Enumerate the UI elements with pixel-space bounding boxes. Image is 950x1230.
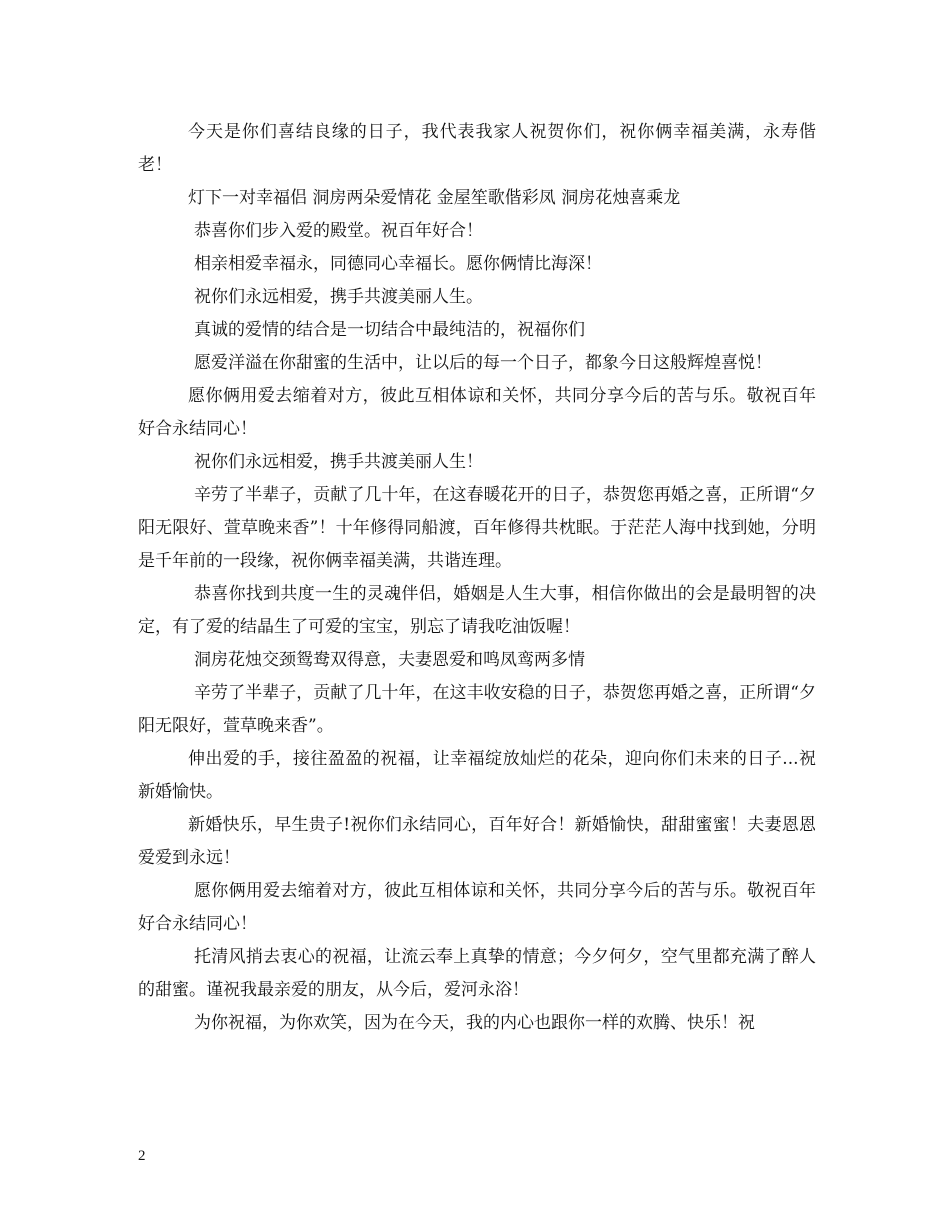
paragraph: 辛劳了半辈子，贡献了几十年，在这丰收安稳的日子，恭贺您再婚之喜，正所谓“夕阳无限好，萱草晚来香”。 xyxy=(138,683,816,736)
paragraph: 托清风捎去衷心的祝福，让流云奉上真挚的情意；今夕何夕，空气里都充满了醉人的甜蜜。谨祝我最亲爱的朋友，从今后，爱河永浴！ xyxy=(138,947,816,1000)
document-body xyxy=(138,116,816,1040)
paragraph: 辛劳了半辈子，贡献了几十年，在这春暖花开的日子，恭贺您再婚之喜，正所谓“夕阳无限好、萱草晚来香”！十年修得同船渡，百年修得共枕眠。于茫茫人海中找到她，分明是千年前的一段缘，祝你俩幸福美满，共谐连理。 xyxy=(138,485,816,571)
paragraph: 祝你们永远相爱，携手共渡美丽人生。 xyxy=(194,287,483,307)
paragraph: 愿你俩用爱去缩着对方，彼此互相体谅和关怀，共同分享今后的苦与乐。敬祝百年好合永结同心！ xyxy=(138,386,816,439)
paragraph: 愿你俩用爱去缩着对方，彼此互相体谅和关怀，共同分享今后的苦与乐。敬祝百年好合永结同心！ xyxy=(138,881,816,934)
paragraph: 恭喜你找到共度一生的灵魂伴侣，婚姻是人生大事，相信你做出的会是最明智的决定，有了爱的结晶生了可爱的宝宝，别忘了请我吃油饭喔！ xyxy=(138,584,816,637)
paragraph: 今天是你们喜结良缘的日子，我代表我家人祝贺你们，祝你俩幸福美满，永寿偕老！ xyxy=(138,122,816,175)
paragraph: 恭喜你们步入爱的殿堂。祝百年好合！ xyxy=(194,221,483,241)
paragraph: 祝你们永远相爱，携手共渡美丽人生！ xyxy=(194,452,483,472)
paragraph: 真诚的爱情的结合是一切结合中最纯洁的，祝福你们 xyxy=(194,320,585,340)
paragraph: 新婚快乐，早生贵子!祝你们永结同心，百年好合！新婚愉快，甜甜蜜蜜！夫妻恩恩爱爱到永远！ xyxy=(138,815,816,868)
paragraph: 灯下一对幸福侣 洞房两朵爱情花 金屋笙歌偕彩凤 洞房花烛喜乘龙 xyxy=(188,188,681,208)
paragraph: 相亲相爱幸福永，同德同心幸福长。愿你俩情比海深！ xyxy=(194,254,602,274)
paragraph: 愿爱洋溢在你甜蜜的生活中，让以后的每一个日子，都象今日这般辉煌喜悦！ xyxy=(194,353,772,373)
page-number: 2 xyxy=(138,1148,146,1164)
paragraph: 伸出爱的手，接往盈盈的祝福，让幸福绽放灿烂的花朵，迎向你们未来的日子...祝新婚愉快。 xyxy=(138,749,816,802)
paragraph: 洞房花烛交颈鸳鸯双得意，夫妻恩爱和鸣凤鸾两多情 xyxy=(194,650,585,670)
paragraph: 为你祝福，为你欢笑，因为在今天，我的内心也跟你一样的欢腾、快乐！祝 xyxy=(194,1013,755,1033)
